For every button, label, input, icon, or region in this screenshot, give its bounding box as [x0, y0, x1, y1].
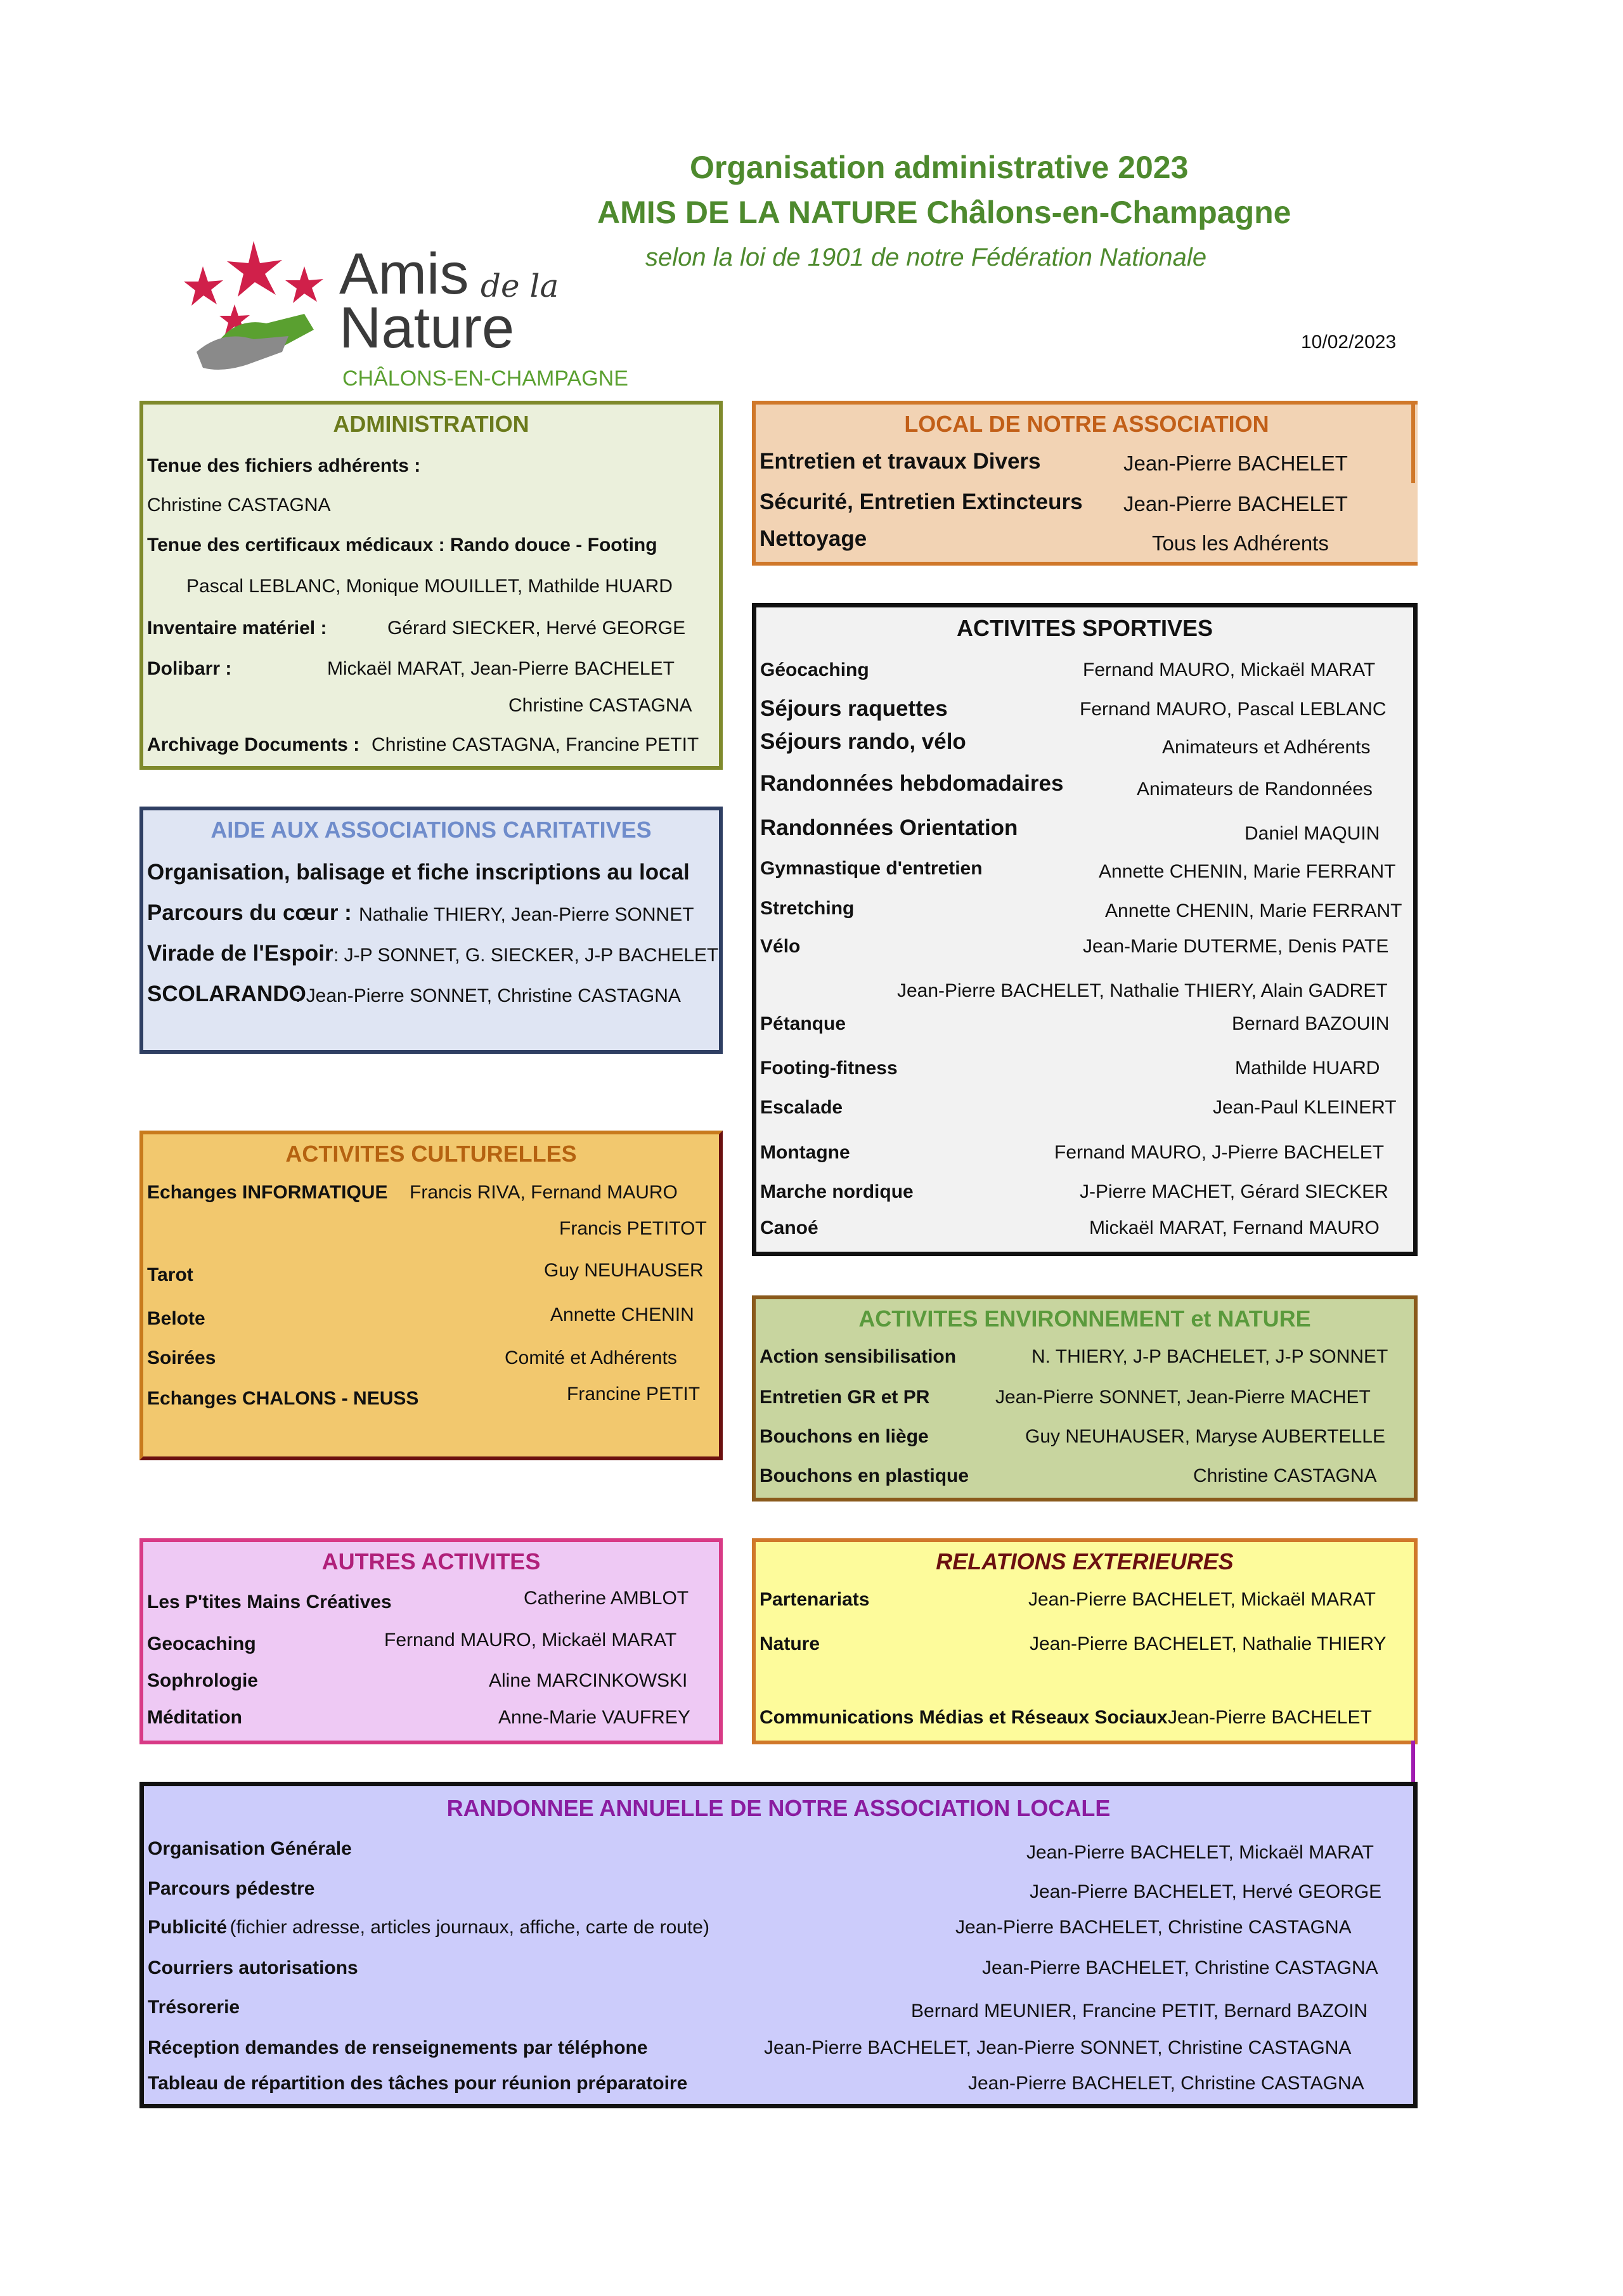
autres-row-label: Méditation	[147, 1707, 242, 1728]
doc-title: Organisation administrative 2023	[690, 150, 1189, 185]
sport-row-label: Vélo	[760, 936, 801, 957]
doc-date: 10/02/2023	[1301, 332, 1397, 353]
rando-row-label: Tableau de répartition des tâches pour réunion préparatoire	[148, 2073, 688, 2094]
administration-panel	[139, 401, 723, 770]
caritatives-virade-value: : J-P SONNET, G. SIECKER, J-P BACHELET	[333, 945, 719, 966]
caritatives-coeur-value: Nathalie THIERY, Jean-Pierre SONNET	[359, 904, 694, 925]
local-row-label: Sécurité, Entretien Extincteurs	[760, 490, 1083, 514]
cult-row-label: Belote	[147, 1308, 205, 1329]
sport-row-value: Fernand MAURO, Mickaël MARAT	[1083, 659, 1376, 680]
relations-panel-edge	[1411, 1741, 1415, 1782]
admin-dolibarr-value: Mickaël MARAT, Jean-Pierre BACHELET	[327, 658, 675, 679]
admin-archivage-label: Archivage Documents :	[147, 734, 360, 755]
autres-row-value: Fernand MAURO, Mickaël MARAT	[384, 1630, 677, 1651]
relations-title: RELATIONS EXTERIEURES	[936, 1548, 1234, 1574]
sport-row-value: Bernard BAZOUIN	[1232, 1013, 1390, 1034]
autres-row-value: Aline MARCINKOWSKI	[489, 1670, 688, 1691]
sport-row-value: Mickaël MARAT, Fernand MAURO	[1089, 1217, 1380, 1238]
rando-row-label: Publicité	[148, 1917, 228, 1938]
rando-row-note: (fichier adresse, articles journaux, affiche, carte de route)	[230, 1917, 709, 1938]
caritatives-panel	[139, 807, 723, 1054]
logo-word-amis: Amis	[339, 242, 469, 306]
cult-row-label: Soirées	[147, 1347, 216, 1368]
rando-row-value: Jean-Pierre BACHELET, Mickaël MARAT	[1026, 1842, 1374, 1863]
sport-row-value: Jean-Paul KLEINERT	[1213, 1097, 1397, 1118]
caritatives-coeur-label: Parcours du cœur :	[147, 900, 352, 925]
rando-row-value: Jean-Pierre BACHELET, Jean-Pierre SONNET, Christine CASTAGNA	[764, 2037, 1352, 2058]
sport-row-value: Animateurs et Adhérents	[1162, 737, 1371, 758]
autres-row-label: Les P'tites Mains Créatives	[147, 1592, 392, 1612]
rel-row-value: Jean-Pierre BACHELET	[1168, 1707, 1372, 1728]
rando-row-value: Jean-Pierre BACHELET, Hervé GEORGE	[1030, 1881, 1382, 1902]
doc-title-association: AMIS DE LA NATURE Châlons-en-Champagne	[597, 195, 1291, 230]
autres-row-value: Catherine AMBLOT	[524, 1588, 689, 1609]
sport-row-label: Escalade	[760, 1097, 843, 1118]
sport-row-label: Footing-fitness	[760, 1058, 898, 1079]
rando-row-label: Réception demandes de renseignements par téléphone	[148, 2037, 648, 2058]
sport-row-label: Gymnastique d'entretien	[760, 858, 983, 879]
cult-row-label: Echanges INFORMATIQUE	[147, 1182, 388, 1203]
env-row-label: Action sensibilisation	[760, 1346, 957, 1367]
logo-flower-hands-icon	[178, 228, 336, 374]
admin-fichiers-label: Tenue des fichiers adhérents :	[147, 455, 421, 476]
sport-row-label: Randonnées Orientation	[760, 815, 1018, 840]
caritatives-title: AIDE AUX ASSOCIATIONS CARITATIVES	[210, 817, 652, 843]
doc-subtitle: selon la loi de 1901 de notre Fédération Nationale	[645, 243, 1207, 271]
cult-row-value: Francine PETIT	[567, 1384, 701, 1404]
cult-row-value: Francis RIVA, Fernand MAURO	[410, 1182, 678, 1203]
local-panel	[752, 401, 1418, 566]
autres-panel	[139, 1538, 723, 1744]
local-row-label: Nettoyage	[760, 526, 867, 551]
environnement-panel	[752, 1295, 1418, 1501]
logo-word-de-la: de la	[481, 268, 559, 304]
local-row-value: Jean-Pierre BACHELET	[1123, 451, 1348, 475]
sport-row-value: Annette CHENIN, Marie FERRANT	[1105, 900, 1402, 921]
sport-row-label: Stretching	[760, 898, 855, 919]
sport-row-value: Daniel MAQUIN	[1245, 823, 1380, 844]
autres-row-value: Anne-Marie VAUFREY	[498, 1707, 690, 1728]
rel-row-label: Partenariats	[760, 1589, 870, 1610]
admin-dolibarr-label: Dolibarr :	[147, 658, 232, 679]
sport-row-value: Jean-Pierre BACHELET, Nathalie THIERY, Alain GADRET	[897, 980, 1388, 1001]
env-row-label: Bouchons en plastique	[760, 1465, 969, 1486]
logo	[178, 228, 647, 393]
admin-dolibarr-value2: Christine CASTAGNA	[508, 695, 692, 716]
sport-row-label: Pétanque	[760, 1013, 846, 1034]
rando-row-value: Jean-Pierre BACHELET, Christine CASTAGNA	[955, 1917, 1352, 1938]
cult-row-label: Tarot	[147, 1264, 193, 1285]
sport-row-value: Jean-Marie DUTERME, Denis PATE	[1083, 936, 1389, 957]
sport-row-label: Canoé	[760, 1217, 818, 1238]
rando-row-label: Courriers autorisations	[148, 1957, 358, 1978]
sport-row-label: Randonnées hebdomadaires	[760, 771, 1064, 796]
rel-row-label: Communications Médias et Réseaux Sociaux	[760, 1707, 1168, 1728]
cult-row-value: Guy NEUHAUSER	[544, 1260, 704, 1281]
administration-title: ADMINISTRATION	[333, 411, 529, 437]
rando-row-label: Parcours pédestre	[148, 1878, 315, 1899]
environnement-title: ACTIVITES ENVIRONNEMENT et NATURE	[858, 1306, 1311, 1332]
env-row-label: Entretien GR et PR	[760, 1387, 930, 1408]
rel-row-value: Jean-Pierre BACHELET, Nathalie THIERY	[1030, 1633, 1387, 1654]
local-row-value: Jean-Pierre BACHELET	[1123, 492, 1348, 516]
admin-inventaire-label: Inventaire matériel :	[147, 618, 327, 639]
autres-row-label: Sophrologie	[147, 1670, 258, 1691]
env-row-value: Jean-Pierre SONNET, Jean-Pierre MACHET	[995, 1387, 1371, 1408]
admin-certificats-label: Tenue des certificaux médicaux : Rando douce - Footing	[147, 535, 657, 555]
local-title: LOCAL DE NOTRE ASSOCIATION	[904, 411, 1269, 437]
relations-panel	[752, 1538, 1418, 1744]
sportives-panel	[752, 603, 1418, 1256]
cult-row-value: Comité et Adhérents	[505, 1347, 677, 1368]
culturelles-title: ACTIVITES CULTURELLES	[285, 1141, 577, 1167]
admin-archivage-value: Christine CASTAGNA, Francine PETIT	[372, 734, 699, 755]
env-row-value: Guy NEUHAUSER, Maryse AUBERTELLE	[1025, 1426, 1385, 1447]
sport-row-value: Mathilde HUARD	[1235, 1058, 1380, 1079]
sport-row-label: Montagne	[760, 1142, 850, 1163]
env-row-label: Bouchons en liège	[760, 1426, 929, 1447]
rel-row-value: Jean-Pierre BACHELET, Mickaël MARAT	[1028, 1589, 1376, 1610]
sport-row-label: Séjours rando, vélo	[760, 729, 966, 754]
culturelles-panel	[139, 1131, 723, 1460]
sport-row-value: J-Pierre MACHET, Gérard SIECKER	[1080, 1181, 1388, 1202]
logo-word-nature: Nature	[339, 295, 515, 360]
rando-row-publicite	[148, 1917, 709, 1938]
cult-row-value: Annette CHENIN	[550, 1304, 694, 1325]
logo-city: CHÂLONS-EN-CHAMPAGNE	[342, 366, 628, 391]
rando-row-label: Organisation Générale	[148, 1838, 352, 1859]
admin-fichiers-value: Christine CASTAGNA	[147, 495, 331, 516]
admin-certificats-value: Pascal LEBLANC, Monique MOUILLET, Mathilde HUARD	[186, 576, 673, 597]
caritatives-scola-value: : Jean-Pierre SONNET, Christine CASTAGNA	[295, 985, 681, 1006]
sport-row-label: Marche nordique	[760, 1181, 914, 1202]
sport-row-value: Fernand MAURO, Pascal LEBLANC	[1080, 699, 1387, 720]
randonnee-title: RANDONNEE ANNUELLE DE NOTRE ASSOCIATION LOCALE	[446, 1795, 1111, 1821]
local-row-label: Entretien et travaux Divers	[760, 449, 1041, 474]
rando-row-label: Trésorerie	[148, 1997, 240, 2018]
cult-row-label: Echanges CHALONS - NEUSS	[147, 1388, 419, 1409]
randonnee-panel	[139, 1782, 1418, 2108]
admin-inventaire-value: Gérard SIECKER, Hervé GEORGE	[387, 618, 686, 639]
sport-row-value: Animateurs de Randonnées	[1137, 779, 1373, 800]
sport-row-label: Géocaching	[760, 659, 869, 680]
local-row-value: Tous les Adhérents	[1152, 531, 1329, 555]
rando-row-value: Bernard MEUNIER, Francine PETIT, Bernard BAZOIN	[911, 2001, 1368, 2021]
rando-row-value: Jean-Pierre BACHELET, Christine CASTAGNA	[968, 2073, 1364, 2094]
caritatives-virade-label: Virade de l'Espoir	[147, 941, 333, 966]
cult-row-value: Francis PETITOT	[559, 1218, 707, 1239]
rel-row-label: Nature	[760, 1633, 820, 1654]
env-row-value: Christine CASTAGNA	[1193, 1465, 1377, 1486]
autres-row-label: Geocaching	[147, 1633, 256, 1654]
env-row-value: N. THIERY, J-P BACHELET, J-P SONNET	[1031, 1346, 1388, 1367]
local-panel-edge	[1411, 401, 1415, 483]
autres-title: AUTRES ACTIVITES	[321, 1548, 541, 1574]
caritatives-line1: Organisation, balisage et fiche inscriptions au local	[147, 860, 690, 885]
sportives-title: ACTIVITES SPORTIVES	[956, 615, 1213, 641]
sport-row-label: Séjours raquettes	[760, 696, 948, 721]
rando-row-value: Jean-Pierre BACHELET, Christine CASTAGNA	[982, 1957, 1378, 1978]
sport-row-value: Fernand MAURO, J-Pierre BACHELET	[1054, 1142, 1385, 1163]
caritatives-scola-label: SCOLARANDO	[147, 982, 306, 1006]
sport-row-value: Annette CHENIN, Marie FERRANT	[1099, 861, 1396, 882]
